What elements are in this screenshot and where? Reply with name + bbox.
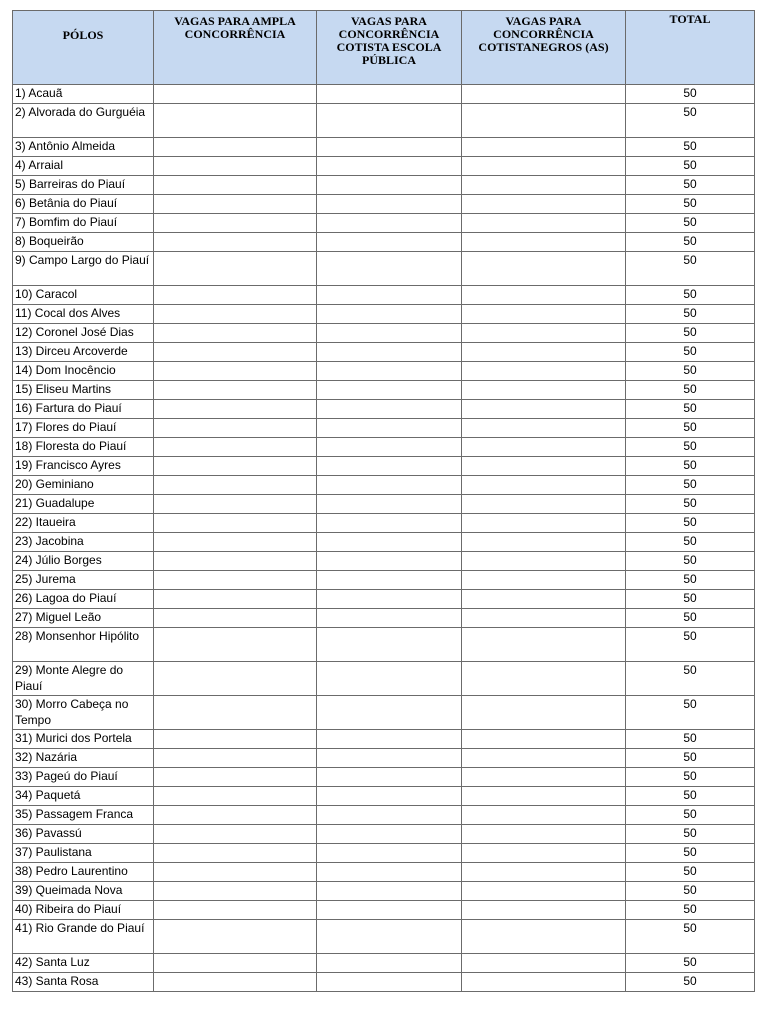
vagas-escola-publica-cell (317, 495, 462, 514)
vagas-negros-cell (462, 286, 626, 305)
polo-name-cell: 38) Pedro Laurentino (13, 863, 154, 882)
total-cell: 50 (626, 381, 755, 400)
vagas-ampla-cell (154, 787, 317, 806)
vagas-negros-cell (462, 609, 626, 628)
vagas-negros-cell (462, 806, 626, 825)
vagas-negros-cell (462, 954, 626, 973)
header-vagas-negros: VAGAS PARA CONCORRÊNCIA COTISTANEGROS (AS) (462, 11, 626, 85)
table-row (13, 973, 755, 992)
vagas-ampla-cell (154, 305, 317, 324)
vagas-escola-publica-cell (317, 157, 462, 176)
header-row (13, 11, 755, 85)
vagas-ampla-cell (154, 457, 317, 476)
vagas-negros-cell (462, 882, 626, 901)
total-cell: 50 (626, 882, 755, 901)
table-row (13, 533, 755, 552)
total-cell: 50 (626, 825, 755, 844)
polo-name-cell: 12) Coronel José Dias (13, 324, 154, 343)
total-cell: 50 (626, 305, 755, 324)
vagas-escola-publica-cell (317, 749, 462, 768)
total-cell: 50 (626, 533, 755, 552)
total-cell: 50 (626, 749, 755, 768)
polo-name-cell: 36) Pavassú (13, 825, 154, 844)
total-cell: 50 (626, 495, 755, 514)
vagas-escola-publica-cell (317, 973, 462, 992)
vagas-negros-cell (462, 233, 626, 252)
vagas-ampla-cell (154, 214, 317, 233)
table-row (13, 628, 755, 662)
total-cell: 50 (626, 176, 755, 195)
vagas-negros-cell (462, 787, 626, 806)
total-cell: 50 (626, 362, 755, 381)
vagas-escola-publica-cell (317, 609, 462, 628)
total-cell: 50 (626, 457, 755, 476)
polo-name-cell: 5) Barreiras do Piauí (13, 176, 154, 195)
polo-name-cell: 28) Monsenhor Hipólito (13, 628, 154, 662)
polo-name-cell: 41) Rio Grande do Piauí (13, 920, 154, 954)
vagas-escola-publica-cell (317, 920, 462, 954)
table-row (13, 609, 755, 628)
total-cell: 50 (626, 901, 755, 920)
vagas-escola-publica-cell (317, 305, 462, 324)
vagas-ampla-cell (154, 825, 317, 844)
vagas-escola-publica-cell (317, 954, 462, 973)
polos-vagas-table (12, 10, 755, 992)
vagas-ampla-cell (154, 157, 317, 176)
vagas-negros-cell (462, 104, 626, 138)
vagas-escola-publica-cell (317, 362, 462, 381)
table-row (13, 381, 755, 400)
polo-name-cell: 20) Geminiano (13, 476, 154, 495)
vagas-escola-publica-cell (317, 514, 462, 533)
vagas-negros-cell (462, 252, 626, 286)
polo-name-cell: 2) Alvorada do Gurguéia (13, 104, 154, 138)
table-row (13, 844, 755, 863)
total-cell: 50 (626, 400, 755, 419)
table-row (13, 696, 755, 730)
polo-name-cell: 1) Acauã (13, 85, 154, 104)
vagas-negros-cell (462, 157, 626, 176)
vagas-negros-cell (462, 362, 626, 381)
vagas-ampla-cell (154, 362, 317, 381)
polo-name-cell: 13) Dirceu Arcoverde (13, 343, 154, 362)
polo-name-cell: 42) Santa Luz (13, 954, 154, 973)
total-cell: 50 (626, 157, 755, 176)
vagas-negros-cell (462, 176, 626, 195)
vagas-negros-cell (462, 195, 626, 214)
vagas-escola-publica-cell (317, 195, 462, 214)
polo-name-cell: 31) Murici dos Portela (13, 730, 154, 749)
total-cell: 50 (626, 863, 755, 882)
vagas-ampla-cell (154, 768, 317, 787)
vagas-negros-cell (462, 476, 626, 495)
total-cell: 50 (626, 628, 755, 662)
total-cell: 50 (626, 730, 755, 749)
total-cell: 50 (626, 973, 755, 992)
vagas-ampla-cell (154, 514, 317, 533)
polo-name-cell: 26) Lagoa do Piauí (13, 590, 154, 609)
table-row (13, 324, 755, 343)
polo-name-cell: 27) Miguel Leão (13, 609, 154, 628)
vagas-escola-publica-cell (317, 138, 462, 157)
table-row (13, 571, 755, 590)
vagas-escola-publica-cell (317, 806, 462, 825)
table-row (13, 138, 755, 157)
vagas-escola-publica-cell (317, 730, 462, 749)
total-cell: 50 (626, 476, 755, 495)
vagas-ampla-cell (154, 571, 317, 590)
vagas-escola-publica-cell (317, 825, 462, 844)
vagas-escola-publica-cell (317, 882, 462, 901)
vagas-negros-cell (462, 138, 626, 157)
vagas-negros-cell (462, 400, 626, 419)
vagas-ampla-cell (154, 863, 317, 882)
vagas-negros-cell (462, 590, 626, 609)
vagas-negros-cell (462, 571, 626, 590)
table-row (13, 419, 755, 438)
vagas-ampla-cell (154, 806, 317, 825)
polo-name-cell: 40) Ribeira do Piauí (13, 901, 154, 920)
polo-name-cell: 14) Dom Inocêncio (13, 362, 154, 381)
vagas-negros-cell (462, 696, 626, 730)
polo-name-cell: 3) Antônio Almeida (13, 138, 154, 157)
vagas-ampla-cell (154, 844, 317, 863)
vagas-ampla-cell (154, 696, 317, 730)
vagas-negros-cell (462, 533, 626, 552)
vagas-negros-cell (462, 768, 626, 787)
polo-name-cell: 35) Passagem Franca (13, 806, 154, 825)
vagas-ampla-cell (154, 381, 317, 400)
vagas-escola-publica-cell (317, 457, 462, 476)
vagas-ampla-cell (154, 400, 317, 419)
total-cell: 50 (626, 214, 755, 233)
vagas-ampla-cell (154, 495, 317, 514)
vagas-escola-publica-cell (317, 571, 462, 590)
table-row (13, 514, 755, 533)
polo-name-cell: 29) Monte Alegre do Piauí (13, 662, 154, 696)
total-cell: 50 (626, 696, 755, 730)
total-cell: 50 (626, 806, 755, 825)
vagas-ampla-cell (154, 438, 317, 457)
total-cell: 50 (626, 844, 755, 863)
vagas-escola-publica-cell (317, 628, 462, 662)
vagas-escola-publica-cell (317, 400, 462, 419)
polo-name-cell: 4) Arraial (13, 157, 154, 176)
vagas-escola-publica-cell (317, 233, 462, 252)
vagas-escola-publica-cell (317, 104, 462, 138)
table-row (13, 286, 755, 305)
polo-name-cell: 6) Betânia do Piauí (13, 195, 154, 214)
vagas-escola-publica-cell (317, 252, 462, 286)
table-row (13, 157, 755, 176)
vagas-negros-cell (462, 343, 626, 362)
vagas-ampla-cell (154, 882, 317, 901)
polo-name-cell: 8) Boqueirão (13, 233, 154, 252)
vagas-negros-cell (462, 863, 626, 882)
table-row (13, 787, 755, 806)
table-row (13, 954, 755, 973)
vagas-ampla-cell (154, 749, 317, 768)
polo-name-cell: 19) Francisco Ayres (13, 457, 154, 476)
vagas-ampla-cell (154, 730, 317, 749)
total-cell: 50 (626, 104, 755, 138)
total-cell: 50 (626, 324, 755, 343)
vagas-escola-publica-cell (317, 590, 462, 609)
vagas-escola-publica-cell (317, 768, 462, 787)
vagas-escola-publica-cell (317, 438, 462, 457)
vagas-escola-publica-cell (317, 863, 462, 882)
vagas-escola-publica-cell (317, 324, 462, 343)
polo-name-cell: 24) Júlio Borges (13, 552, 154, 571)
header-total: TOTAL (626, 11, 755, 85)
vagas-escola-publica-cell (317, 419, 462, 438)
vagas-escola-publica-cell (317, 901, 462, 920)
total-cell: 50 (626, 920, 755, 954)
vagas-negros-cell (462, 749, 626, 768)
vagas-escola-publica-cell (317, 286, 462, 305)
vagas-ampla-cell (154, 85, 317, 104)
total-cell: 50 (626, 514, 755, 533)
total-cell: 50 (626, 438, 755, 457)
table-row (13, 920, 755, 954)
header-vagas-escola-publica: VAGAS PARA CONCORRÊNCIA COTISTA ESCOLA PÚBLICA (317, 11, 462, 85)
table-row (13, 825, 755, 844)
vagas-escola-publica-cell (317, 343, 462, 362)
table-row (13, 195, 755, 214)
total-cell: 50 (626, 286, 755, 305)
vagas-ampla-cell (154, 954, 317, 973)
vagas-escola-publica-cell (317, 85, 462, 104)
polo-name-cell: 32) Nazária (13, 749, 154, 768)
polo-name-cell: 16) Fartura do Piauí (13, 400, 154, 419)
vagas-negros-cell (462, 662, 626, 696)
vagas-negros-cell (462, 973, 626, 992)
table-row (13, 806, 755, 825)
table-row (13, 457, 755, 476)
vagas-negros-cell (462, 901, 626, 920)
table-row (13, 552, 755, 571)
polo-name-cell: 39) Queimada Nova (13, 882, 154, 901)
table-row (13, 400, 755, 419)
vagas-ampla-cell (154, 286, 317, 305)
table-row (13, 305, 755, 324)
vagas-escola-publica-cell (317, 381, 462, 400)
vagas-ampla-cell (154, 195, 317, 214)
total-cell: 50 (626, 195, 755, 214)
vagas-negros-cell (462, 920, 626, 954)
total-cell: 50 (626, 138, 755, 157)
polo-name-cell: 15) Eliseu Martins (13, 381, 154, 400)
header-vagas-ampla: VAGAS PARA AMPLA CONCORRÊNCIA (154, 11, 317, 85)
polo-name-cell: 21) Guadalupe (13, 495, 154, 514)
vagas-escola-publica-cell (317, 662, 462, 696)
vagas-escola-publica-cell (317, 533, 462, 552)
polo-name-cell: 43) Santa Rosa (13, 973, 154, 992)
table-row (13, 343, 755, 362)
table-row (13, 438, 755, 457)
vagas-ampla-cell (154, 609, 317, 628)
table-row (13, 233, 755, 252)
polo-name-cell: 37) Paulistana (13, 844, 154, 863)
vagas-ampla-cell (154, 252, 317, 286)
total-cell: 50 (626, 552, 755, 571)
table-row (13, 476, 755, 495)
vagas-ampla-cell (154, 233, 317, 252)
table-row (13, 882, 755, 901)
vagas-negros-cell (462, 419, 626, 438)
total-cell: 50 (626, 571, 755, 590)
vagas-negros-cell (462, 730, 626, 749)
vagas-negros-cell (462, 457, 626, 476)
table-row (13, 863, 755, 882)
table-row (13, 590, 755, 609)
polo-name-cell: 30) Morro Cabeça no Tempo (13, 696, 154, 730)
vagas-escola-publica-cell (317, 552, 462, 571)
vagas-escola-publica-cell (317, 176, 462, 195)
vagas-negros-cell (462, 305, 626, 324)
vagas-ampla-cell (154, 662, 317, 696)
total-cell: 50 (626, 768, 755, 787)
vagas-ampla-cell (154, 628, 317, 662)
total-cell: 50 (626, 252, 755, 286)
vagas-negros-cell (462, 514, 626, 533)
table-row (13, 104, 755, 138)
vagas-ampla-cell (154, 104, 317, 138)
table-row (13, 749, 755, 768)
polo-name-cell: 34) Paquetá (13, 787, 154, 806)
table-row (13, 730, 755, 749)
polo-name-cell: 22) Itaueira (13, 514, 154, 533)
table-row (13, 176, 755, 195)
vagas-negros-cell (462, 214, 626, 233)
vagas-negros-cell (462, 495, 626, 514)
vagas-ampla-cell (154, 476, 317, 495)
vagas-negros-cell (462, 438, 626, 457)
table-row (13, 901, 755, 920)
table-row (13, 85, 755, 104)
vagas-ampla-cell (154, 138, 317, 157)
table-row (13, 214, 755, 233)
total-cell: 50 (626, 419, 755, 438)
total-cell: 50 (626, 787, 755, 806)
total-cell: 50 (626, 590, 755, 609)
total-cell: 50 (626, 609, 755, 628)
vagas-ampla-cell (154, 590, 317, 609)
vagas-negros-cell (462, 552, 626, 571)
vagas-negros-cell (462, 825, 626, 844)
vagas-ampla-cell (154, 176, 317, 195)
vagas-negros-cell (462, 381, 626, 400)
vagas-escola-publica-cell (317, 696, 462, 730)
polo-name-cell: 25) Jurema (13, 571, 154, 590)
vagas-ampla-cell (154, 901, 317, 920)
vagas-ampla-cell (154, 324, 317, 343)
polo-name-cell: 23) Jacobina (13, 533, 154, 552)
vagas-ampla-cell (154, 419, 317, 438)
polo-name-cell: 18) Floresta do Piauí (13, 438, 154, 457)
vagas-ampla-cell (154, 920, 317, 954)
total-cell: 50 (626, 954, 755, 973)
polo-name-cell: 7) Bomfim do Piauí (13, 214, 154, 233)
total-cell: 50 (626, 233, 755, 252)
total-cell: 50 (626, 343, 755, 362)
polo-name-cell: 33) Pageú do Piauí (13, 768, 154, 787)
polo-name-cell: 10) Caracol (13, 286, 154, 305)
vagas-ampla-cell (154, 533, 317, 552)
vagas-negros-cell (462, 324, 626, 343)
polo-name-cell: 9) Campo Largo do Piauí (13, 252, 154, 286)
header-polos: PÓLOS (13, 11, 154, 85)
table-row (13, 768, 755, 787)
vagas-negros-cell (462, 628, 626, 662)
table-row (13, 662, 755, 696)
vagas-negros-cell (462, 85, 626, 104)
vagas-ampla-cell (154, 973, 317, 992)
vagas-escola-publica-cell (317, 214, 462, 233)
total-cell: 50 (626, 85, 755, 104)
vagas-ampla-cell (154, 343, 317, 362)
polo-name-cell: 17) Flores do Piauí (13, 419, 154, 438)
table-row (13, 252, 755, 286)
total-cell: 50 (626, 662, 755, 696)
table-row (13, 362, 755, 381)
vagas-negros-cell (462, 844, 626, 863)
vagas-ampla-cell (154, 552, 317, 571)
vagas-escola-publica-cell (317, 787, 462, 806)
vagas-escola-publica-cell (317, 844, 462, 863)
polo-name-cell: 11) Cocal dos Alves (13, 305, 154, 324)
vagas-escola-publica-cell (317, 476, 462, 495)
table-row (13, 495, 755, 514)
